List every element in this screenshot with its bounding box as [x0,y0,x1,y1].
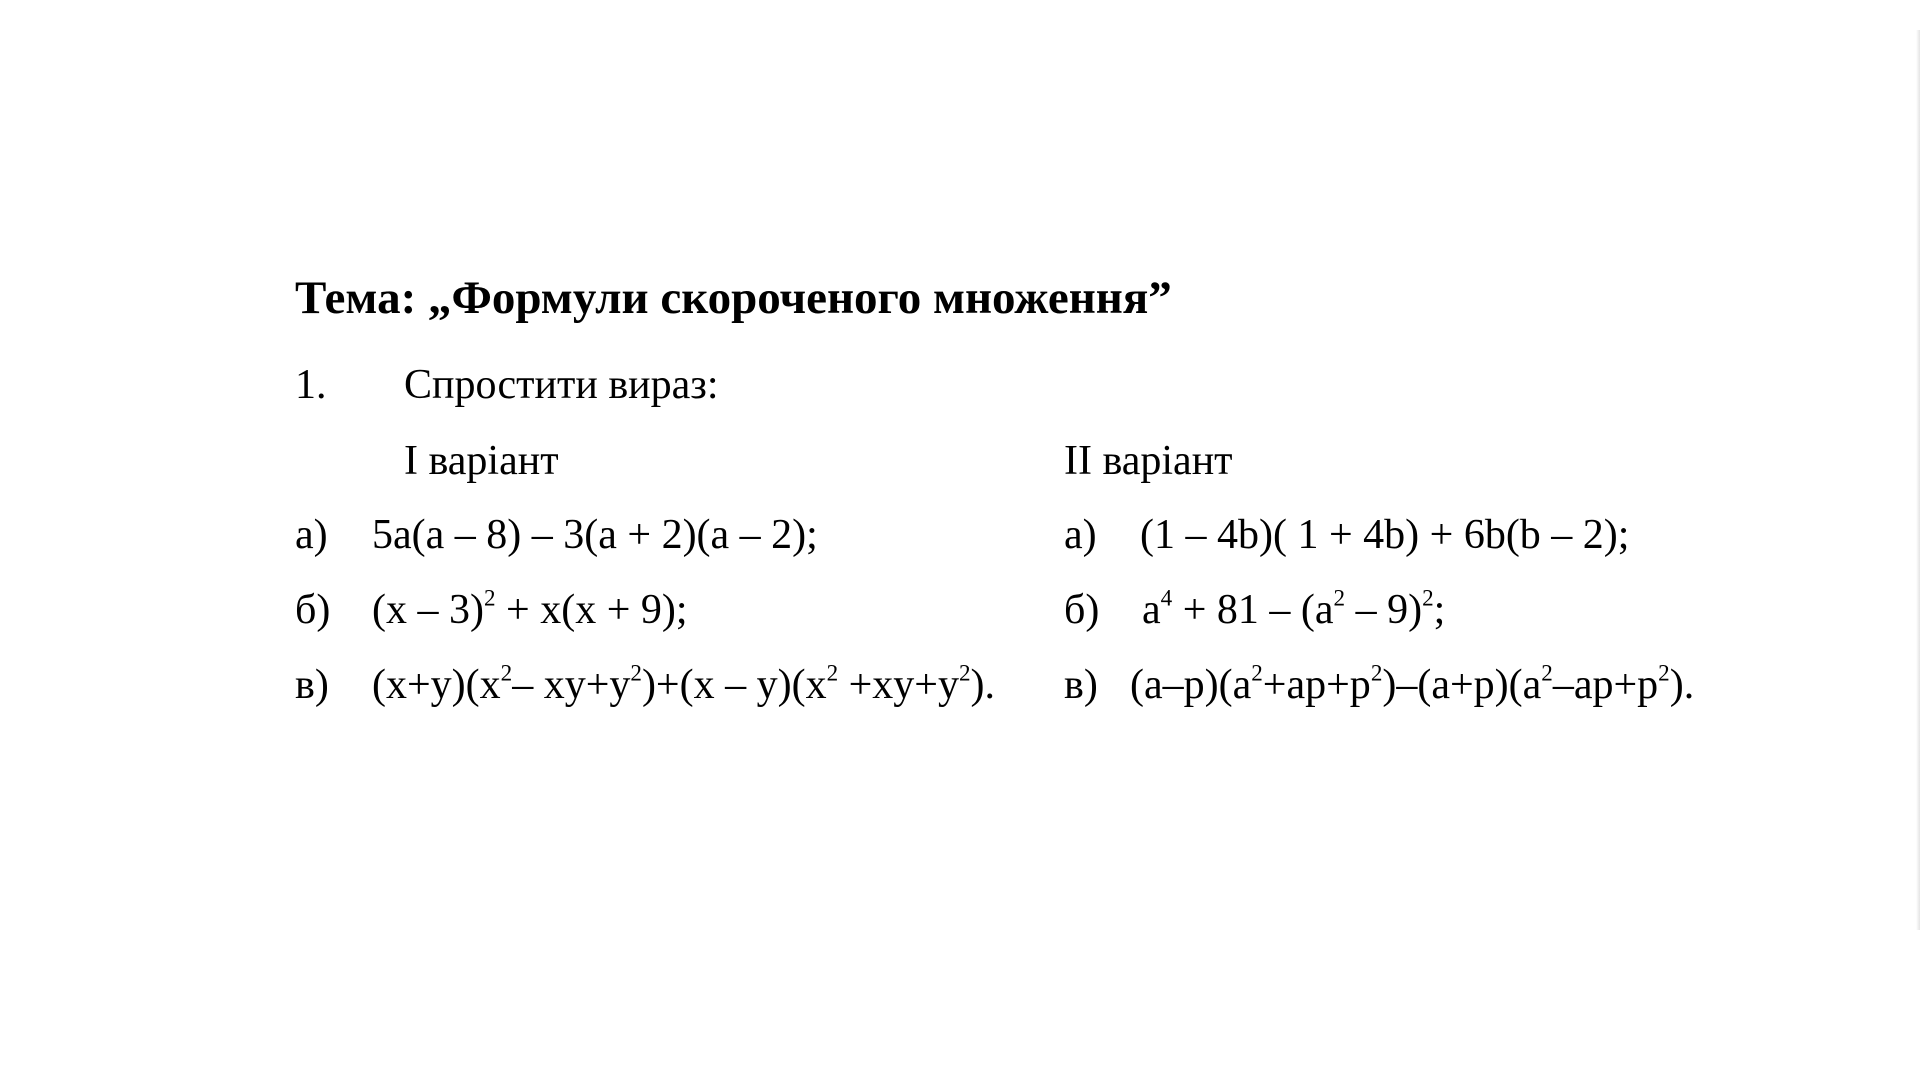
page-edge-shadow [1916,30,1920,930]
exponent: 2 [1370,659,1383,686]
variant-1-heading: I варіант [404,438,559,484]
exponent: 2 [826,659,839,686]
variant-1-item-b-label: б) [295,587,331,633]
variant-2-item-a-label: а) [1064,512,1097,558]
exponent: 2 [959,659,971,686]
variant-2-item-c-label: в) [1064,662,1098,708]
task-number: 1. [295,362,327,408]
variant-2-heading: II варіант [1064,438,1233,484]
exponent: 4 [1160,584,1173,611]
task-instruction: Спростити вираз: [404,362,719,408]
page-title: Тема: „Формули скороченого множення” [295,272,1172,324]
exponent: 2 [1333,584,1346,611]
exponent: 2 [500,659,513,686]
exponent: 2 [1658,659,1670,686]
variant-1-item-c-expression: $(x+y)(x^2-$ $xy+y^2)+(x - y)(x^2 +xy+y^2)$. [372,659,996,708]
exponent: 2 [630,659,642,686]
exponent: 2 [1422,584,1434,611]
variant-1-item-a-expression: 5a(a – 8) – 3(a + 2)(a – 2); [372,512,818,558]
variant-2-item-b-label: б) [1064,587,1100,633]
variant-1-item-b-expression: (x – 3)$^2$ + x(x + 9); [372,584,688,633]
variant-1-item-c-label: в) [295,662,329,708]
exponent: 2 [1251,659,1263,686]
variant-2-item-c-expression: $(a-p)(a^2+ap+p^2)-(a+p)(a^2-ap+p^2)$. [1130,659,1695,708]
variant-2-item-a-expression: (1 – 4b)( 1 + 4b) + 6b(b – 2); [1140,512,1630,558]
exponent: 2 [1541,659,1553,686]
variant-2-item-b-expression: $a^4 + 81 - (a^2 - 9)^2$; [1142,584,1446,633]
exponent: 2 [483,584,496,611]
variant-1-item-a-label: а) [295,512,328,558]
